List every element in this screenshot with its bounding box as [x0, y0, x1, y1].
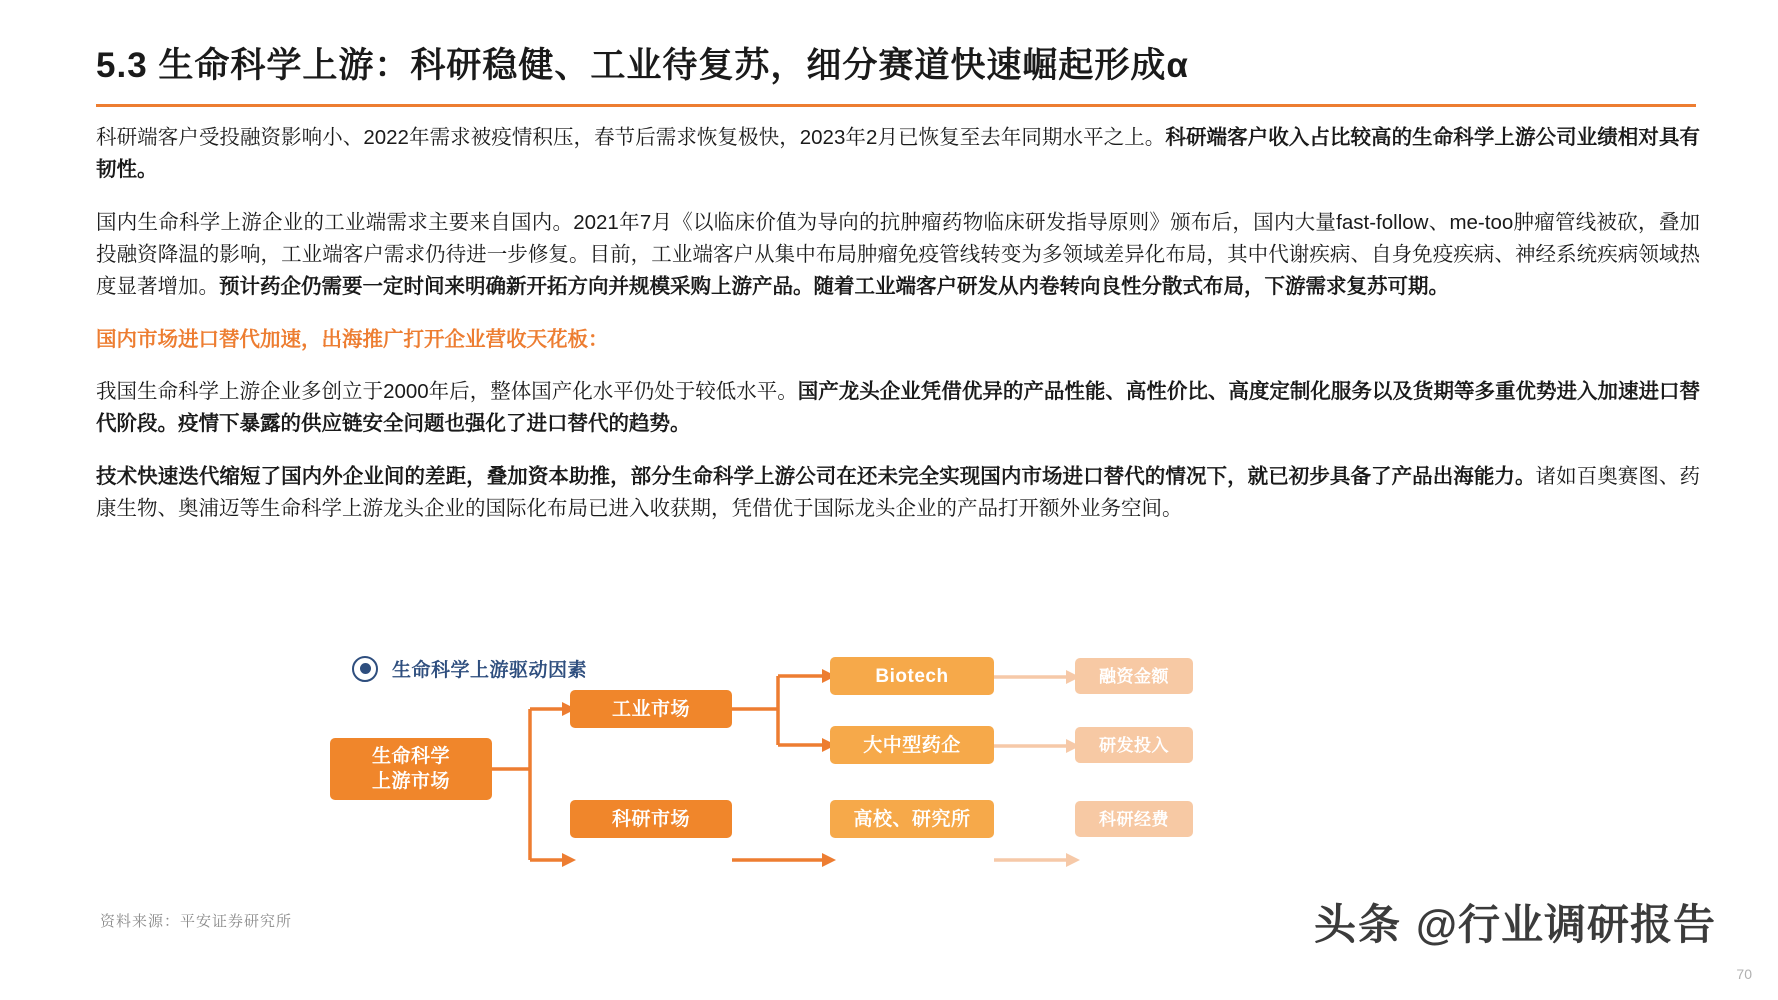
paragraph-5-bold: 技术快速迭代缩短了国内外企业间的差距，叠加资本助推，部分生命科学上游公司在还未完全实现国内市场进口替代的情况下，就已初步具备了产品出海能力。 — [96, 465, 1536, 488]
node-research-market: 科研市场 — [570, 800, 732, 838]
source-note: 资料来源：平安证券研究所 — [100, 913, 293, 930]
paragraph-1 — [96, 122, 1700, 186]
node-universities: 高校、研究所 — [830, 800, 994, 838]
figure-caption-text: 生命科学上游驱动因素 — [392, 660, 588, 681]
node-root-line2: 上游市场 — [371, 771, 450, 792]
node-root — [330, 738, 492, 800]
page-title-text: 5.3 生命科学上游：科研稳健、工业待复苏，细分赛道快速崛起形成α — [96, 46, 1189, 85]
node-large-pharma: 大中型药企 — [830, 726, 994, 764]
paragraph-1-normal: 科研端客户受投融资影响小、2022年需求被疫情积压，春节后需求恢复极快，2023年2月已恢复至去年同期水平之上。 — [96, 126, 1166, 149]
watermark-text: @行业调研报告 — [1416, 901, 1716, 948]
paragraph-2 — [96, 207, 1700, 303]
paragraph-4-bold: 国产龙头企业凭借优异的产品性能、高性价比、高度定制化服务以及货期等多重优势进入加速进口替代阶段。疫情下暴露的供应链安全问题也强化了进口替代的趋势。 — [96, 380, 1700, 435]
paragraph-4 — [96, 376, 1700, 440]
paragraph-3-highlight: 国内市场进口替代加速，出海推广打开企业营收天花板： — [96, 328, 609, 351]
watermark — [1314, 892, 1716, 952]
paragraph-2-normal: 国内生命科学上游企业的工业端需求主要来自国内。2021年7月《以临床价值为导向的抗肿瘤药物临床研发指导原则》颁布后，国内大量fast-follow、me-too肿瘤管线被砍，叠加投融资降温的影响，工业端客户需求仍待进一步修复。目前，工业端客户从集中布局肿瘤免疫管线转变为多领域差异化布局，其中代谢疾病、自身免疫疾病、神经系统疾病领域热度显著增加。 — [96, 211, 1700, 298]
node-research-funding: 科研经费 — [1075, 801, 1193, 837]
node-rnd-investment: 研发投入 — [1075, 727, 1193, 763]
body-content — [96, 122, 1700, 546]
paragraph-1-bold: 科研端客户收入占比较高的生命科学上游公司业绩相对具有韧性。 — [96, 126, 1701, 181]
paragraph-4-normal: 我国生命科学上游企业多创立于2000年后，整体国产化水平仍处于较低水平。 — [96, 380, 798, 403]
node-industrial-market: 工业市场 — [570, 690, 732, 728]
node-financing-amount: 融资金额 — [1075, 658, 1193, 694]
paragraph-5 — [96, 461, 1700, 525]
page-number: 70 — [1736, 966, 1752, 982]
paragraph-2-bold: 预计药企仍需要一定时间来明确新开拓方向并规模采购上游产品。随着工业端客户研发从内卷转向良性分散式布局，下游需求复苏可期。 — [219, 275, 1449, 298]
paragraph-5-normal: 诸如百奥赛图、药康生物、奥浦迈等生命科学上游龙头企业的国际化布局已进入收获期，凭借优于国际龙头企业的产品打开额外业务空间。 — [96, 465, 1701, 520]
page-title — [96, 38, 1696, 88]
title-divider — [96, 104, 1696, 107]
node-root-line1: 生命科学 — [371, 746, 450, 767]
toutiao-logo: 头条 — [1314, 901, 1403, 948]
node-biotech: Biotech — [830, 657, 994, 695]
